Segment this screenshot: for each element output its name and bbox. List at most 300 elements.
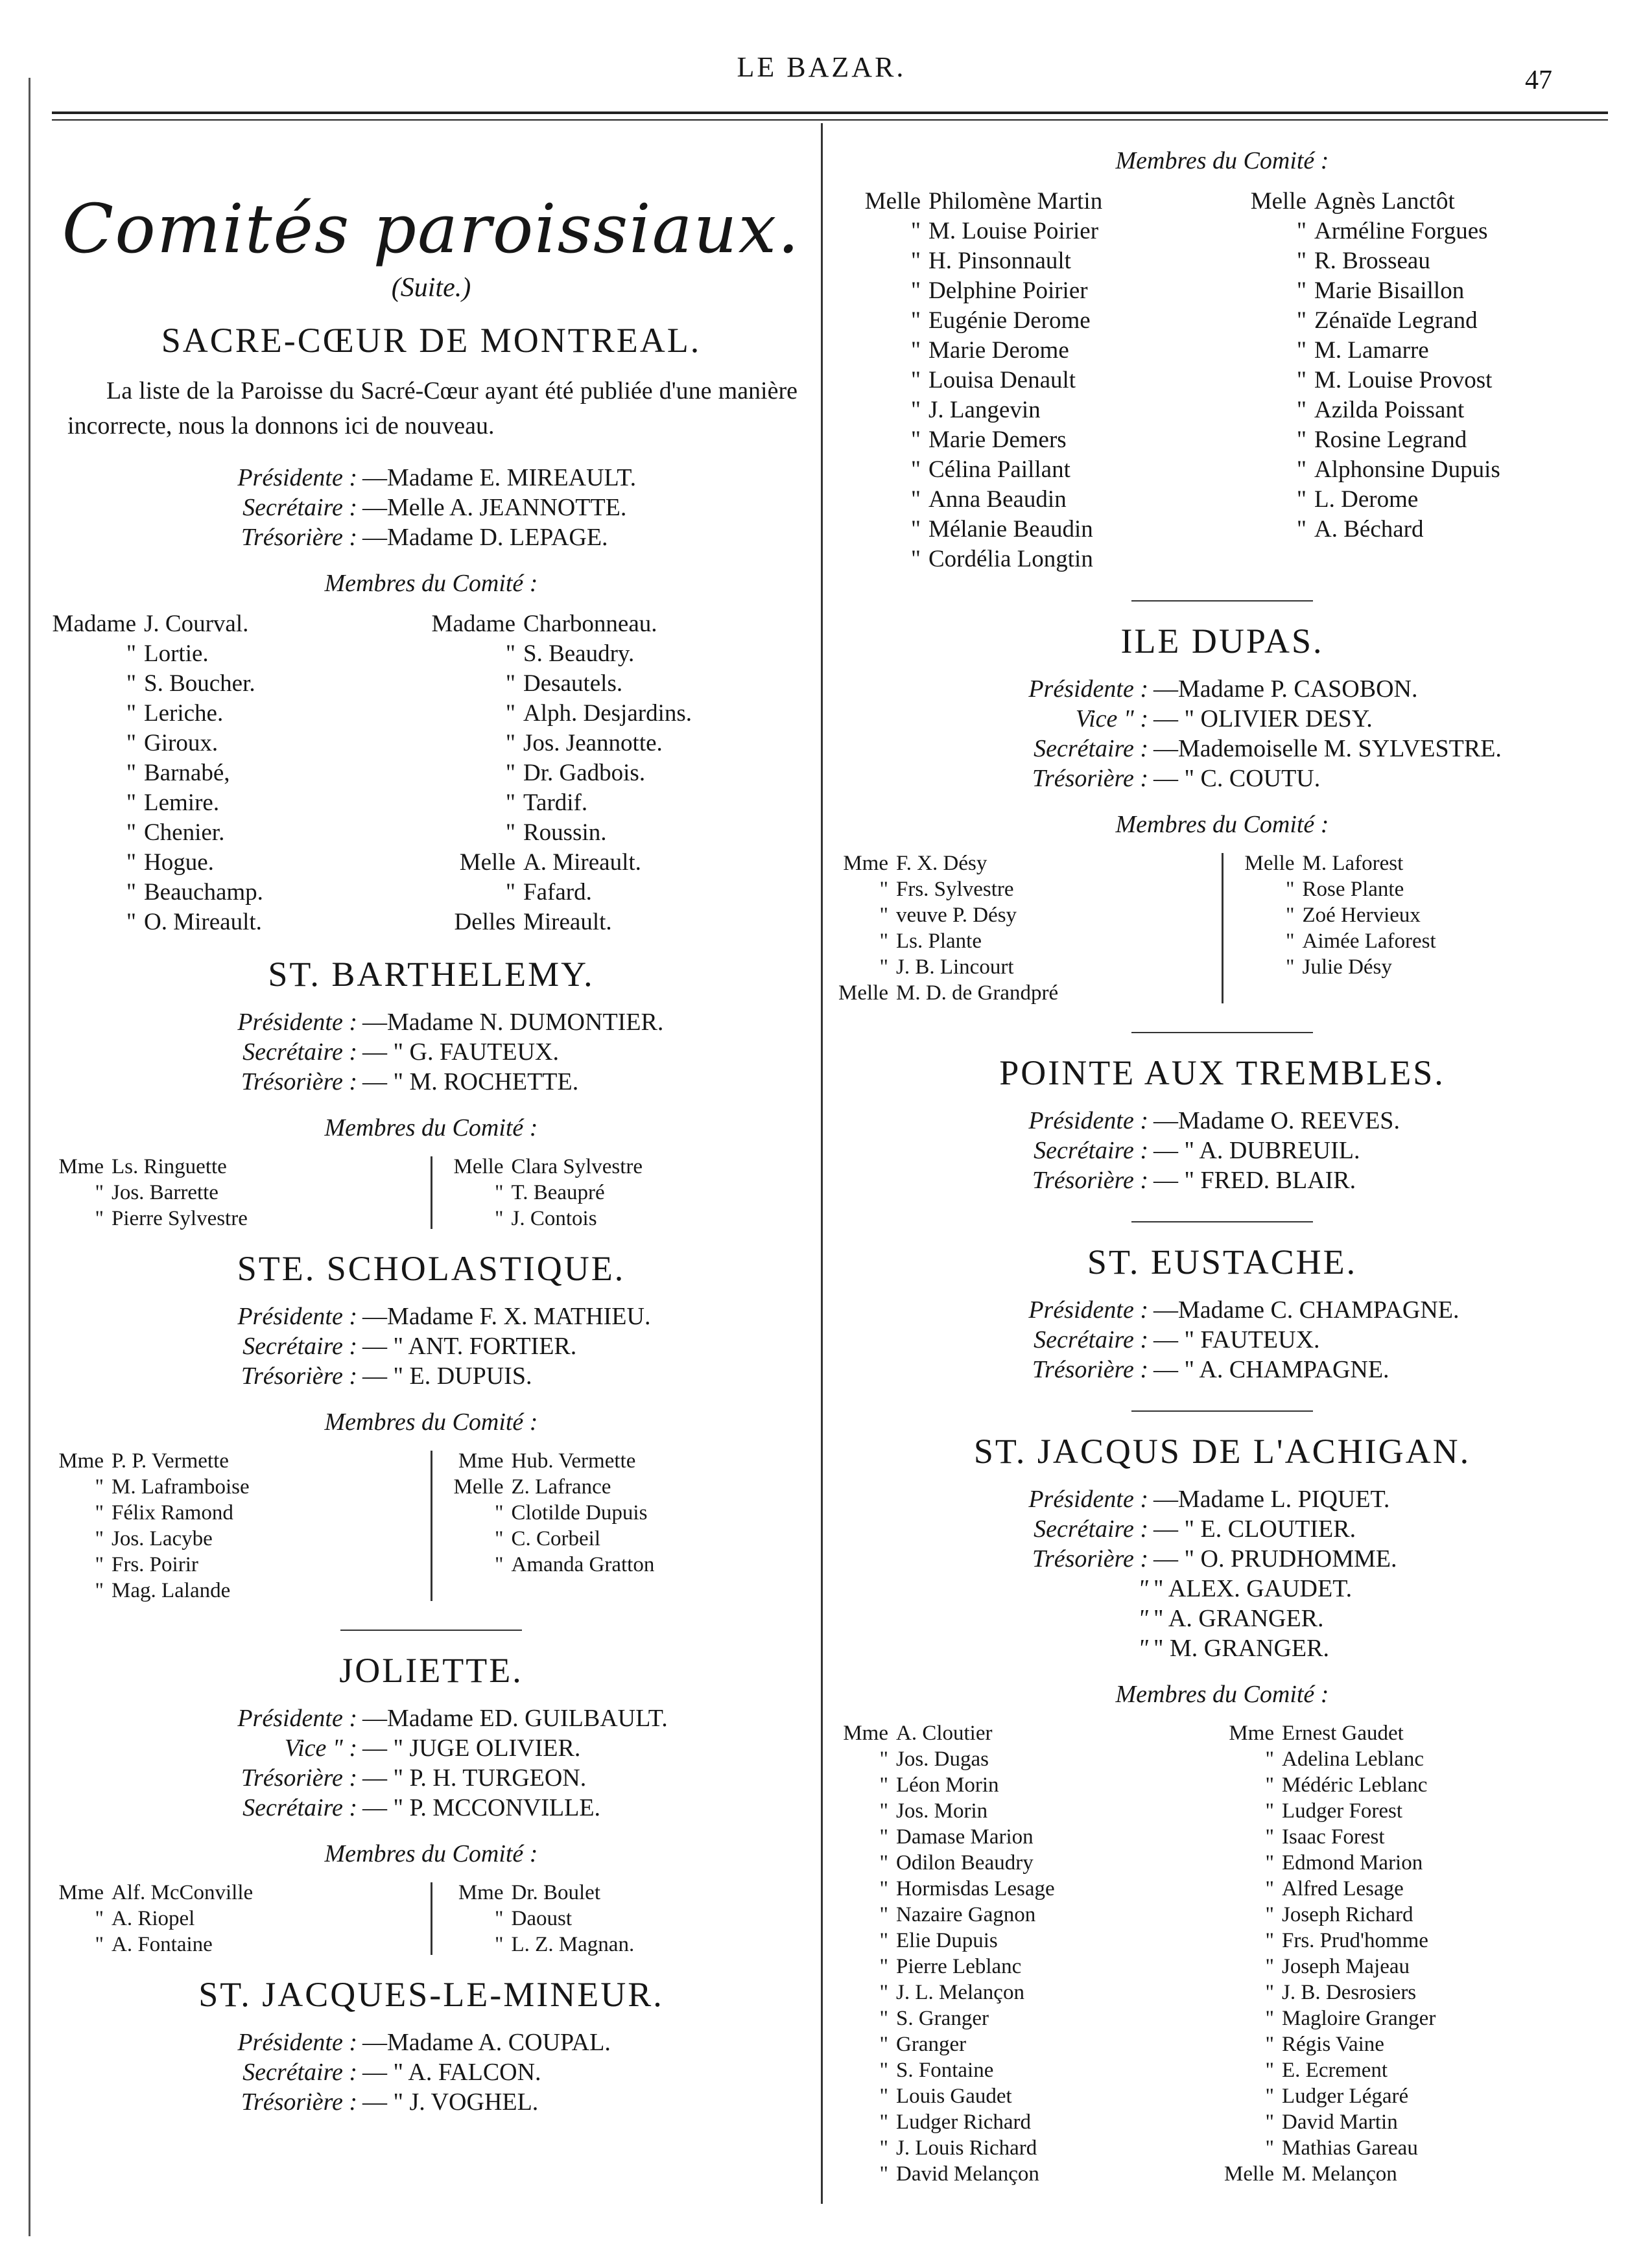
member-entry	[836, 2083, 1222, 2109]
member-entry	[431, 639, 810, 669]
member-entry	[52, 609, 431, 639]
officer-role: Secrétaire :	[1034, 1515, 1148, 1543]
section-rule	[340, 1630, 522, 1631]
officer-name: —Madame P. CASOBON.	[1153, 675, 1418, 703]
member-entry	[836, 425, 1222, 455]
officer-name: —Madame D. LEPAGE.	[362, 524, 608, 551]
officer-name: " A. GRANGER.	[1153, 1605, 1324, 1632]
member-entry	[836, 2109, 1222, 2135]
member-name: Roussin.	[523, 819, 607, 846]
member-entry	[1222, 1954, 1608, 1980]
member-name: Mireault.	[523, 909, 612, 935]
member-entry	[1222, 306, 1608, 336]
member-entry	[836, 1824, 1222, 1850]
member-entry	[1222, 1980, 1608, 2005]
member-entry	[1222, 2109, 1608, 2135]
members-heading: Membres du Comité :	[324, 570, 538, 597]
member-entry	[431, 818, 810, 848]
member-entry	[452, 1932, 811, 1958]
officer-name: — " A. FALCON.	[362, 2059, 541, 2086]
member-entry	[836, 2161, 1222, 2187]
officer-name: — " J. VOGHEL.	[362, 2088, 539, 2116]
member-name: A. Béchard	[1314, 516, 1424, 543]
member-title: Mme	[843, 1722, 888, 1745]
member-entry	[431, 907, 810, 937]
member-title: "	[879, 1773, 888, 1797]
members-divider	[431, 1882, 432, 1955]
member-name: Ls. Plante	[896, 929, 982, 953]
member-title: "	[879, 1748, 888, 1771]
member-title: "	[1296, 516, 1306, 543]
member-name: Marie Bisaillon	[1314, 277, 1465, 304]
members-divider	[1222, 853, 1223, 1003]
member-name: Rose Plante	[1302, 878, 1404, 901]
member-title: "	[1265, 2007, 1274, 2030]
member-name: Dr. Gadbois.	[523, 760, 646, 786]
member-entry	[452, 1552, 811, 1578]
member-name: Hub. Vermette	[511, 1449, 636, 1473]
member-name: M. Louise Provost	[1314, 367, 1493, 393]
member-name: Tardif.	[523, 789, 588, 816]
member-title: "	[1296, 248, 1306, 274]
member-entry	[52, 848, 431, 878]
member-title: "	[1265, 1955, 1274, 1978]
member-entry	[1222, 2005, 1608, 2031]
officer-role: "	[1138, 1635, 1148, 1662]
member-name: Delphine Poirier	[928, 277, 1088, 304]
member-title: "	[126, 670, 136, 697]
officer-role: Trésorière :	[1032, 1356, 1148, 1383]
member-name: Charbonneau.	[523, 611, 657, 637]
officer-name: — " P. H. TURGEON.	[362, 1764, 587, 1792]
members-column	[1243, 850, 1609, 1006]
left-sections	[52, 320, 810, 2117]
member-entry	[1222, 1746, 1608, 1772]
member-entry	[1243, 954, 1609, 980]
member-entry	[1222, 336, 1608, 366]
member-title: "	[126, 760, 136, 786]
member-title: "	[95, 1475, 104, 1499]
officer-line	[52, 1763, 810, 1793]
member-name: Anna Beaudin	[928, 486, 1067, 513]
suite-note: (Suite.)	[391, 273, 471, 303]
member-title: "	[1265, 2085, 1274, 2108]
member-name: Alf. McConville	[112, 1881, 254, 1904]
member-title: "	[1286, 904, 1295, 927]
member-title: Mme	[843, 852, 888, 875]
member-name: Hormisdas Lesage	[896, 1877, 1055, 1900]
members-column	[1222, 187, 1608, 574]
officer-line	[52, 2057, 810, 2087]
member-entry	[452, 1206, 811, 1232]
officer-line	[52, 1037, 810, 1067]
officer-line	[836, 1355, 1608, 1385]
member-entry	[1222, 2161, 1608, 2187]
member-name: Alphonsine Dupuis	[1314, 456, 1500, 483]
member-entry	[1222, 1876, 1608, 1902]
officer-role: Trésorière :	[1032, 765, 1148, 792]
member-entry	[1222, 1720, 1608, 1746]
member-entry	[431, 848, 810, 878]
member-title: "	[505, 730, 515, 756]
officer-role: Trésorière :	[1032, 1545, 1148, 1572]
member-name: J. Louis Richard	[896, 2136, 1037, 2160]
member-name: Frs. Poirir	[112, 1553, 198, 1576]
officer-name: — " C. COUTU.	[1153, 765, 1321, 792]
member-name: J. Courval.	[144, 611, 249, 637]
officer-role: Trésorière :	[241, 1362, 357, 1390]
member-name: T. Beaupré	[511, 1181, 605, 1204]
member-entry	[836, 306, 1222, 336]
officer-name: — " E. CLOUTIER.	[1153, 1515, 1356, 1543]
member-name: Jos. Morin	[896, 1799, 988, 1823]
parish-section	[836, 621, 1608, 1033]
header-rule	[52, 111, 1608, 114]
officer-role: Trésorière :	[1032, 1167, 1148, 1194]
member-title: Delles	[454, 909, 515, 935]
section-title: JOLIETTE.	[339, 1651, 523, 1690]
member-title: "	[1296, 337, 1306, 364]
officer-role: Secrétaire :	[242, 1038, 357, 1066]
member-entry	[836, 1720, 1222, 1746]
member-name: Marie Derome	[928, 337, 1069, 364]
officer-line	[836, 1165, 1608, 1195]
member-title: "	[1296, 427, 1306, 453]
officer-name: —Madame N. DUMONTIER.	[362, 1009, 664, 1036]
member-name: Hogue.	[144, 849, 214, 876]
member-title: "	[1265, 1799, 1274, 1823]
parish-section	[52, 1974, 810, 2117]
officer-line	[52, 463, 810, 493]
member-title: "	[1265, 1929, 1274, 1952]
officer-line	[836, 1295, 1608, 1325]
members-column	[836, 850, 1202, 1006]
section-title: ST. JACQUS DE L'ACHIGAN.	[973, 1432, 1471, 1471]
officer-name: —Madame ED. GUILBAULT.	[362, 1705, 668, 1732]
member-title: "	[95, 1207, 104, 1230]
member-entry	[52, 1526, 411, 1552]
member-title: "	[1265, 1851, 1274, 1875]
member-entry	[1222, 2135, 1608, 2161]
member-name: Agnès Lanctôt	[1314, 188, 1455, 215]
member-name: Jos. Lacybe	[112, 1527, 213, 1550]
member-entry	[1222, 1850, 1608, 1876]
member-title: "	[495, 1527, 504, 1550]
member-title: "	[1286, 929, 1295, 953]
member-title: "	[1296, 486, 1306, 513]
member-name: Frs. Prud'homme	[1282, 1929, 1428, 1952]
member-name: M. Lamarre	[1314, 337, 1429, 364]
member-title: "	[1265, 2033, 1274, 2056]
member-name: O. Mireault.	[144, 909, 262, 935]
section-rule	[1131, 1410, 1313, 1412]
member-name: Jos. Dugas	[896, 1748, 989, 1771]
member-title: Melle	[459, 849, 515, 876]
members-list	[52, 609, 810, 937]
section-rule	[1131, 600, 1313, 602]
member-title: "	[1265, 1981, 1274, 2004]
member-entry	[431, 729, 810, 758]
member-entry	[836, 1954, 1222, 1980]
member-name: F. X. Désy	[896, 852, 987, 875]
members-divider	[431, 1451, 432, 1601]
officer-name: " M. GRANGER.	[1153, 1635, 1329, 1662]
officer-role: Présidente :	[237, 1705, 357, 1732]
member-title: "	[910, 486, 921, 513]
member-name: A. Fontaine	[112, 1933, 213, 1956]
members-heading: Membres du Comité :	[324, 1114, 538, 1141]
officer-role: Trésorière :	[241, 1764, 357, 1792]
member-name: Joseph Richard	[1282, 1903, 1413, 1926]
officer-role: "	[1138, 1575, 1148, 1602]
officer-line	[836, 1325, 1608, 1355]
column-separator	[821, 123, 823, 2204]
officer-role: Vice " :	[1075, 705, 1148, 732]
member-entry	[52, 758, 431, 788]
members-column	[52, 1154, 411, 1232]
member-title: "	[910, 516, 921, 543]
member-title: "	[910, 367, 921, 393]
member-name: A. Riopel	[112, 1907, 195, 1930]
member-title: "	[95, 1553, 104, 1576]
officer-role: Présidente :	[1028, 1296, 1148, 1324]
member-entry	[452, 1180, 811, 1206]
member-name: Barnabé,	[144, 760, 230, 786]
member-entry	[52, 907, 431, 937]
member-title: "	[1296, 307, 1306, 334]
member-title: "	[879, 1903, 888, 1926]
member-name: S. Fontaine	[896, 2059, 994, 2082]
officer-name: —Madame E. MIREAULT.	[362, 464, 637, 491]
member-title: "	[495, 1501, 504, 1525]
officer-name: — " A. CHAMPAGNE.	[1153, 1356, 1389, 1383]
member-entry	[452, 1500, 811, 1526]
officer-role: Présidente :	[237, 464, 357, 491]
member-name: Léon Morin	[896, 1773, 999, 1797]
member-entry	[836, 395, 1222, 425]
member-name: C. Corbeil	[511, 1527, 600, 1550]
member-name: Z. Lafrance	[511, 1475, 611, 1499]
member-entry	[1222, 1772, 1608, 1798]
member-title: "	[95, 1527, 104, 1550]
member-entry	[836, 850, 1202, 876]
member-title: Melle	[1244, 852, 1295, 875]
member-name: Desautels.	[523, 670, 623, 697]
member-title: "	[910, 397, 921, 423]
member-title: "	[879, 2162, 888, 2186]
officer-name: " ALEX. GAUDET.	[1153, 1575, 1353, 1602]
officer-name: — " E. DUPUIS.	[362, 1362, 532, 1390]
officer-role: Secrétaire :	[242, 1333, 357, 1360]
member-name: Félix Ramond	[112, 1501, 233, 1525]
parish-section	[836, 146, 1608, 602]
officer-role: Présidente :	[1028, 1486, 1148, 1513]
member-entry	[836, 515, 1222, 544]
member-title: Melle	[453, 1475, 504, 1499]
member-title: "	[910, 248, 921, 274]
member-name: M. Laframboise	[112, 1475, 250, 1499]
member-title: "	[879, 2033, 888, 2056]
member-name: A. Mireault.	[523, 849, 641, 876]
member-entry	[52, 1154, 411, 1180]
member-title: "	[126, 849, 136, 876]
member-title: "	[879, 1981, 888, 2004]
officer-role: Secrétaire :	[242, 494, 357, 521]
members-column	[1222, 1720, 1608, 2187]
officer-role: Vice " :	[284, 1735, 357, 1762]
member-name: David Melançon	[896, 2162, 1039, 2186]
members-column	[836, 187, 1222, 574]
member-name: P. P. Vermette	[112, 1449, 229, 1473]
member-entry	[52, 818, 431, 848]
member-entry	[836, 1980, 1222, 2005]
member-entry	[52, 1552, 411, 1578]
officer-line	[52, 493, 810, 522]
member-name: Isaac Forest	[1282, 1825, 1385, 1849]
member-title: "	[1265, 1773, 1274, 1797]
members-list	[836, 187, 1608, 574]
officer-role: Secrétaire :	[242, 1794, 357, 1821]
officer-role: Secrétaire :	[1034, 735, 1148, 762]
member-title: "	[95, 1579, 104, 1602]
member-name: Zoé Hervieux	[1302, 904, 1421, 927]
member-name: Giroux.	[144, 730, 219, 756]
member-entry	[836, 544, 1222, 574]
member-entry	[1222, 485, 1608, 515]
member-title: "	[879, 2059, 888, 2082]
member-name: J. Langevin	[928, 397, 1041, 423]
section-title: ST. JACQUES-LE-MINEUR.	[198, 1975, 664, 2014]
officer-name: — " O. PRUDHOMME.	[1153, 1545, 1397, 1572]
member-name: Jos. Jeannotte.	[523, 730, 663, 756]
member-title: Madame	[52, 611, 136, 637]
member-name: Adelina Leblanc	[1282, 1748, 1424, 1771]
member-entry	[1222, 1902, 1608, 1928]
member-entry	[431, 669, 810, 699]
member-name: Eugénie Derome	[928, 307, 1091, 334]
member-entry	[836, 1772, 1222, 1798]
member-name: Frs. Sylvestre	[896, 878, 1014, 901]
member-title: "	[879, 929, 888, 953]
member-title: "	[126, 879, 136, 906]
member-name: Damase Marion	[896, 1825, 1034, 1849]
member-entry	[52, 669, 431, 699]
member-entry	[431, 699, 810, 729]
member-name: Clotilde Dupuis	[511, 1501, 648, 1525]
member-name: Aimée Laforest	[1302, 929, 1436, 953]
member-name: David Martin	[1282, 2110, 1398, 2134]
member-title: "	[879, 904, 888, 927]
member-title: "	[879, 2136, 888, 2160]
member-name: Granger	[896, 2033, 967, 2056]
member-name: Régis Vaine	[1282, 2033, 1384, 2056]
section-title: STE. SCHOLASTIQUE.	[237, 1249, 626, 1288]
member-name: Elie Dupuis	[896, 1929, 998, 1952]
officer-name: — " P. MCCONVILLE.	[362, 1794, 601, 1821]
member-name: Louis Gaudet	[896, 2085, 1012, 2108]
member-name: Mag. Lalande	[112, 1579, 231, 1602]
officer-line	[836, 764, 1608, 793]
member-name: Jos. Barrette	[112, 1181, 219, 1204]
officer-role: Trésorière :	[241, 1068, 357, 1095]
member-title: "	[126, 789, 136, 816]
member-title: "	[879, 2007, 888, 2030]
member-name: Louisa Denault	[928, 367, 1076, 393]
officer-role: "	[1138, 1605, 1148, 1632]
member-title: Mme	[58, 1449, 104, 1473]
member-name: Alph. Desjardins.	[523, 700, 692, 727]
member-title: "	[1286, 878, 1295, 901]
member-name: Julie Désy	[1302, 955, 1392, 979]
member-name: Joseph Majeau	[1282, 1955, 1410, 1978]
member-entry	[1222, 366, 1608, 395]
member-name: Fafard.	[523, 879, 592, 906]
member-name: M. Louise Poirier	[928, 218, 1099, 244]
member-entry	[836, 1746, 1222, 1772]
member-entry	[1222, 187, 1608, 216]
member-name: Rosine Legrand	[1314, 427, 1467, 453]
member-entry	[52, 1906, 411, 1932]
member-name: Ludger Légaré	[1282, 2085, 1409, 2108]
member-title: "	[1265, 2110, 1274, 2134]
member-name: Dr. Boulet	[511, 1881, 600, 1904]
member-title: Mme	[58, 1881, 104, 1904]
member-title: "	[95, 1907, 104, 1930]
member-entry	[1222, 1928, 1608, 1954]
member-name: M. D. de Grandpré	[896, 981, 1059, 1005]
member-title: "	[126, 819, 136, 846]
member-name: M. Laforest	[1302, 852, 1404, 875]
member-name: Lortie.	[144, 640, 209, 667]
member-name: J. B. Lincourt	[896, 955, 1014, 979]
member-title: "	[879, 955, 888, 979]
member-entry	[836, 1928, 1222, 1954]
section-intro: La liste de la Paroisse du Sacré-Cœur ayant été publiée d'une manière incorrecte, nous la donnons ici de nouveau.	[67, 377, 798, 439]
officer-name: — " OLIVIER DESY.	[1153, 705, 1373, 732]
member-entry	[431, 758, 810, 788]
header-rule-thin	[52, 119, 1608, 121]
members-list	[52, 1880, 810, 1958]
officer-line	[836, 704, 1608, 734]
member-title: "	[879, 1929, 888, 1952]
member-entry	[1222, 2057, 1608, 2083]
member-title: "	[1265, 1825, 1274, 1849]
officer-line	[52, 2087, 810, 2117]
officer-line	[836, 1544, 1608, 1574]
section-title: POINTE AUX TREMBLES.	[999, 1053, 1445, 1092]
member-entry	[836, 455, 1222, 485]
member-entry	[836, 902, 1202, 928]
member-entry	[431, 609, 810, 639]
member-title: Melle	[864, 188, 921, 215]
right-column	[836, 130, 1608, 2187]
member-title: "	[910, 218, 921, 244]
officer-name: — " FRED. BLAIR.	[1153, 1167, 1356, 1194]
member-title: "	[505, 789, 515, 816]
members-column	[52, 1880, 411, 1958]
officer-line	[836, 734, 1608, 764]
member-name: J. B. Desrosiers	[1282, 1981, 1417, 2004]
section-title: SACRE-CŒUR DE MONTREAL.	[161, 321, 702, 360]
member-entry	[452, 1448, 811, 1474]
members-column	[836, 1720, 1222, 2187]
officer-line	[836, 674, 1608, 704]
officer-line	[52, 1067, 810, 1097]
officer-role: Trésorière :	[241, 2088, 357, 2116]
member-title: "	[1296, 218, 1306, 244]
member-name: Clara Sylvestre	[511, 1155, 643, 1178]
member-title: "	[1265, 1877, 1274, 1900]
